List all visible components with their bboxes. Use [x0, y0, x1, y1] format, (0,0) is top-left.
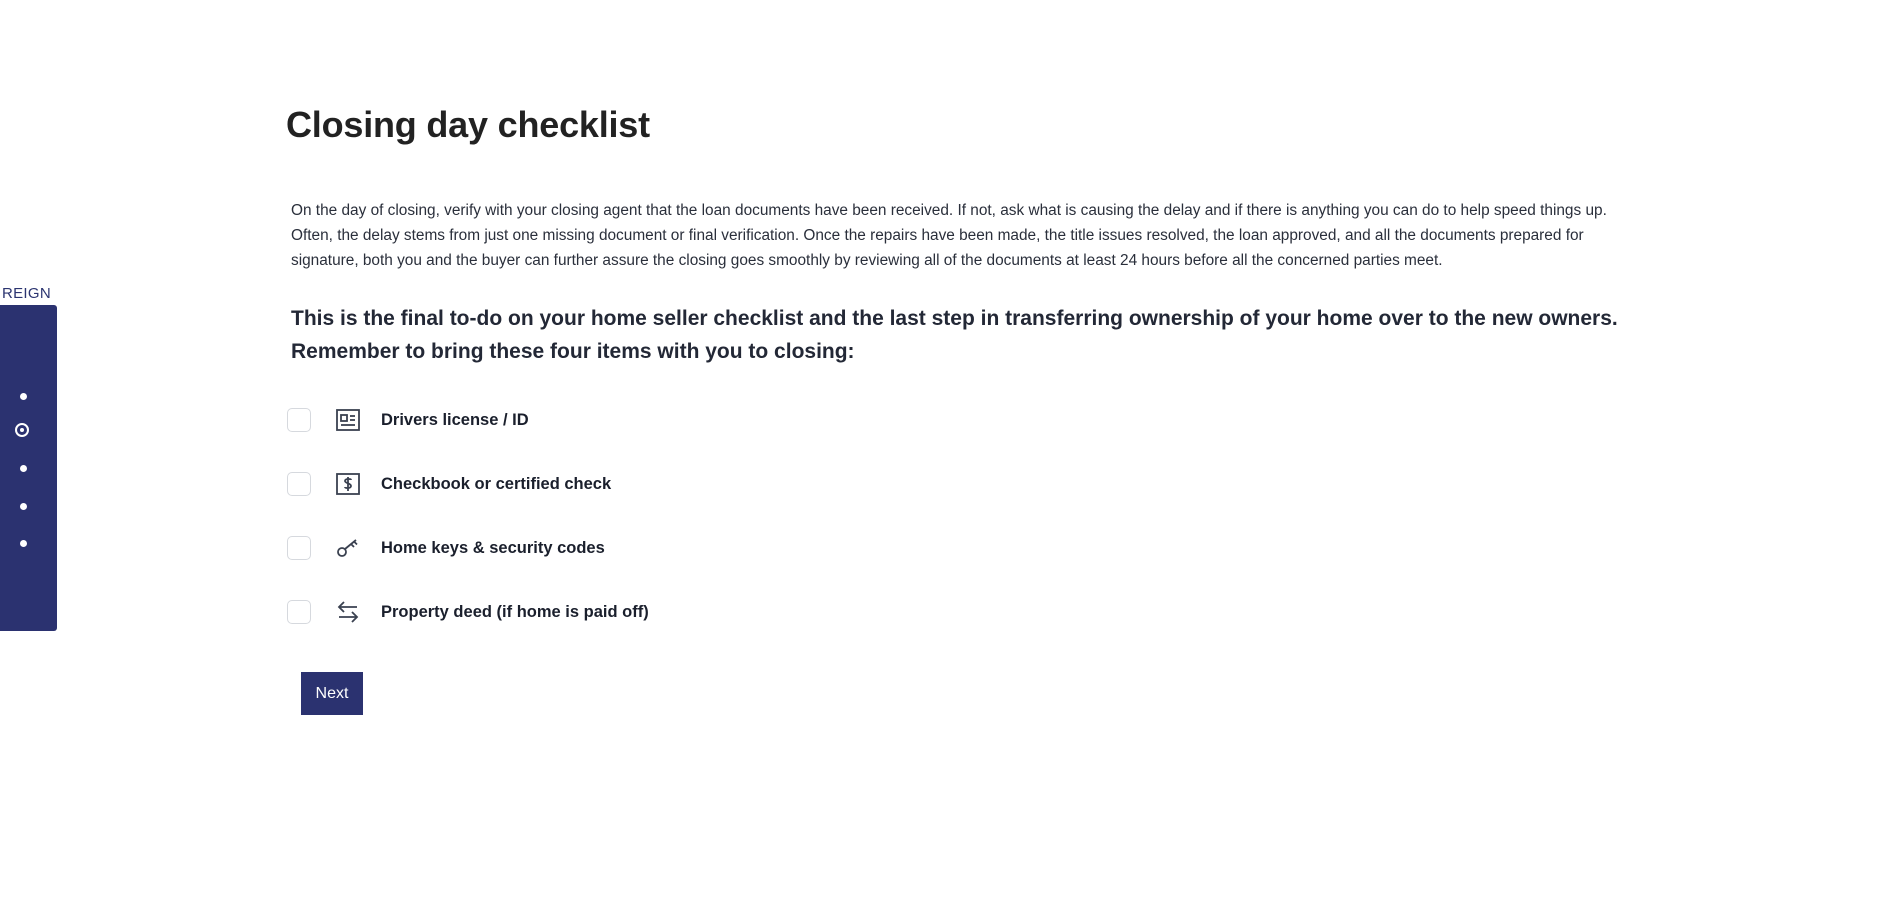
step-dot-1[interactable]	[20, 393, 27, 400]
checklist-item-label: Property deed (if home is paid off)	[381, 602, 649, 621]
next-button[interactable]: Next	[301, 672, 363, 715]
checkbox[interactable]	[287, 408, 311, 432]
step-dot-5[interactable]	[20, 540, 27, 547]
step-dot-2-active[interactable]	[15, 423, 29, 437]
checklist-item-home-keys	[287, 533, 887, 563]
checklist-item-label: Checkbook or certified check	[381, 474, 612, 493]
checkbox[interactable]	[287, 600, 311, 624]
checklist-item-property-deed	[287, 597, 887, 627]
step-dot-4[interactable]	[20, 503, 27, 510]
step-dot-3[interactable]	[20, 465, 27, 472]
checkbox[interactable]	[287, 472, 311, 496]
checklist-item-checkbook	[287, 469, 887, 499]
checklist-item-label: Drivers license / ID	[381, 410, 529, 429]
checklist-item-label: Home keys & security codes	[381, 538, 605, 557]
dollar-document-icon	[335, 471, 361, 497]
checklist-item-drivers-license	[287, 405, 887, 435]
lead-paragraph: This is the final to-do on your home seller checklist and the last step in transferring ownership of your home over to the new owners. Remember to bring these four items with you to closing:	[291, 307, 1618, 363]
page-title: Closing day checklist	[286, 104, 650, 145]
checkbox[interactable]	[287, 536, 311, 560]
intro-paragraph: On the day of closing, verify with your closing agent that the loan documents have been received. If not, ask what is causing the delay and if there is anything you can do to help speed things up. Often, the delay stems from just one missing document or final verification. Once the repairs have been made, the title issues resolved, the loan approved, and all the documents prepared for signature, both you and the buyer can further assure the closing goes smoothly by reviewing all of the documents at least 24 hours before all the concerned parties meet.	[291, 202, 1607, 269]
brand-label: REIGN	[2, 285, 52, 302]
side-step-nav	[0, 305, 57, 631]
transfer-arrows-icon	[335, 599, 361, 625]
key-icon	[335, 535, 361, 561]
id-card-icon	[335, 407, 361, 433]
